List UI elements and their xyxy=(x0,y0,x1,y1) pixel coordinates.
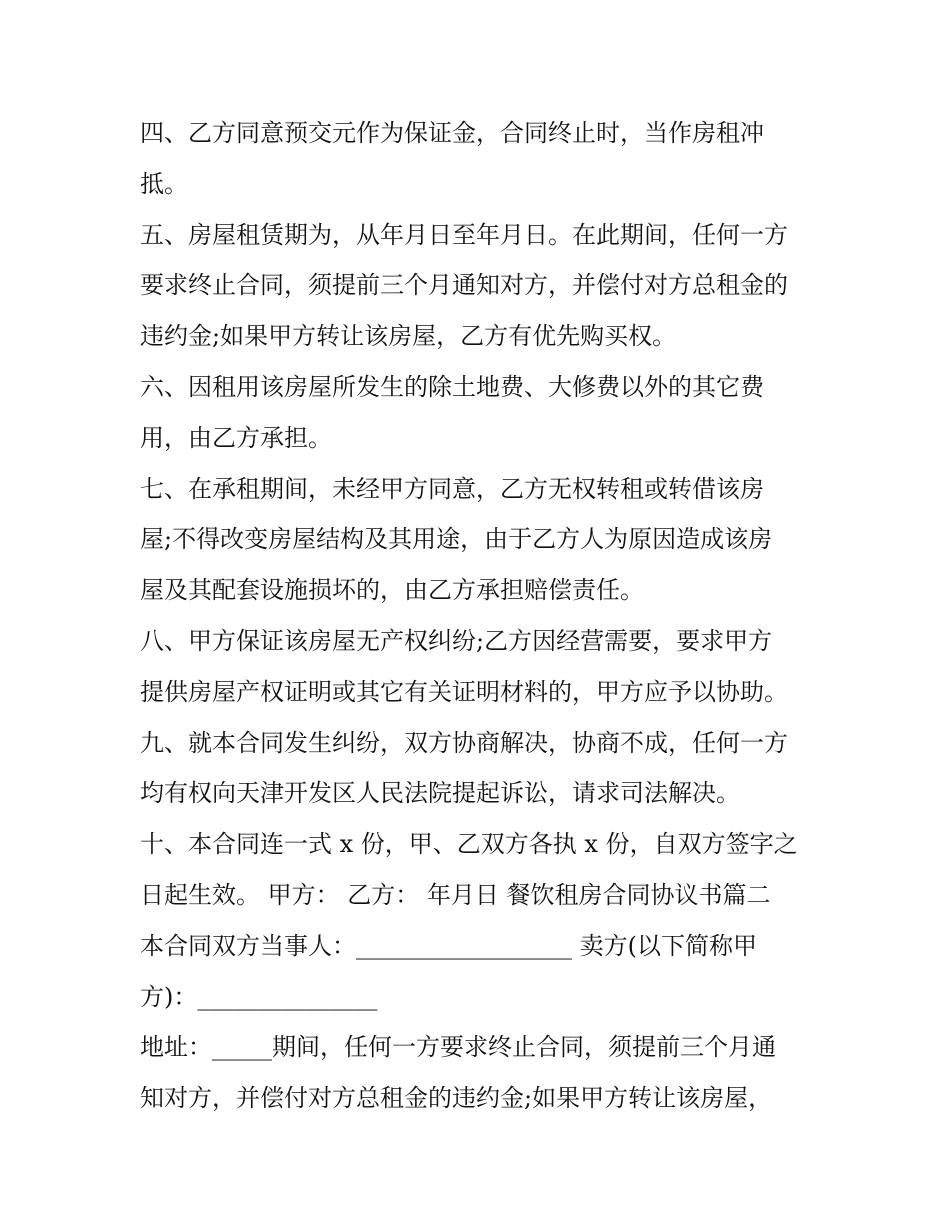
text-line: 六、因租用该房屋所发生的除土地费、大修费以外的其它费 xyxy=(140,372,764,401)
text-line: 要求终止合同，须提前三个月通知对方，并偿付对方总租金的 xyxy=(140,271,788,300)
text-line: 四、乙方同意预交元作为保证金，合同终止时，当作房租冲 xyxy=(140,119,764,147)
text-line: 日起生效。 甲方： 乙方： 年月日 餐饮租房合同协议书篇二 xyxy=(140,880,771,909)
text-line: 本合同双方当事人：__________________ 卖方(以下简称甲 xyxy=(140,931,757,960)
text-line: 违约金;如果甲方转让该房屋，乙方有优先购买权。 xyxy=(140,322,677,351)
text-line: 屋;不得改变房屋结构及其用途，由于乙方人为原因造成该房 xyxy=(140,525,773,554)
text-line: 用，由乙方承担。 xyxy=(140,423,332,452)
text-line: 屋及其配套设施损坏的，由乙方承担赔偿责任。 xyxy=(140,576,644,605)
text-line: 九、就本合同发生纠纷，双方协商解决，协商不成，任何一方 xyxy=(140,728,788,757)
text-line: 均有权向天津开发区人民法院提起诉讼，请求司法解决。 xyxy=(140,779,740,808)
text-line: 抵。 xyxy=(140,169,188,198)
text-line: 地址：_____期间，任何一方要求终止合同，须提前三个月通 xyxy=(140,1033,776,1062)
text-line: 七、在承租期间，未经甲方同意，乙方无权转租或转借该房 xyxy=(140,474,764,503)
text-line: 十、本合同连一式 x 份，甲、乙双方各执 x 份，自双方签字之 xyxy=(140,830,798,859)
text-line: 知对方，并偿付对方总租金的违约金;如果甲方转让该房屋， xyxy=(140,1084,773,1113)
text-line: 方)：_______________ xyxy=(140,982,378,1011)
text-line: 提供房屋产权证明或其它有关证明材料的，甲方应予以协助。 xyxy=(140,677,788,706)
text-line: 八、甲方保证该房屋无产权纠纷;乙方因经营需要，要求甲方 xyxy=(140,626,773,655)
text-line: 五、房屋租赁期为，从年月日至年月日。在此期间，任何一方 xyxy=(140,220,788,249)
document-body xyxy=(140,108,820,1124)
